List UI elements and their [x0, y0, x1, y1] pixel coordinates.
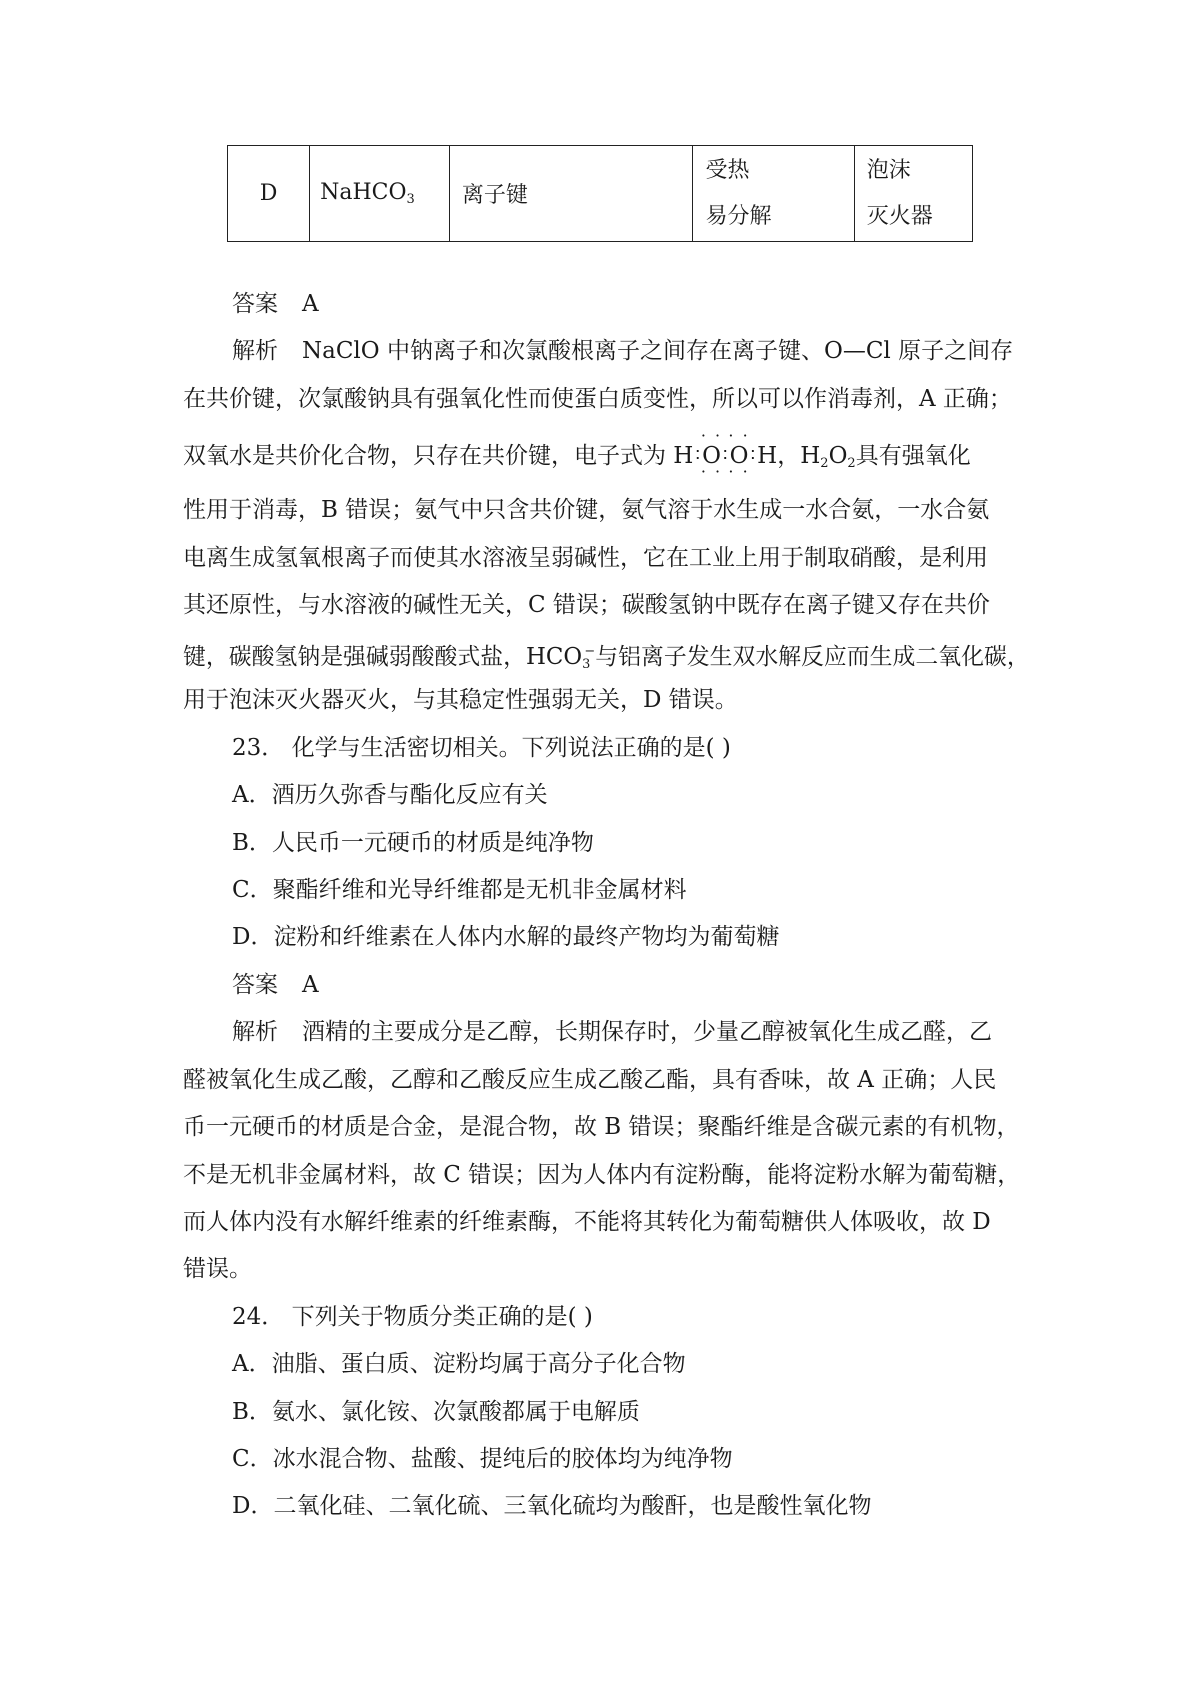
q23-analysis-line-1	[232, 1017, 992, 1047]
subscript: 2	[847, 456, 856, 471]
bond-cell	[449, 146, 693, 242]
answer-label: 答案	[232, 972, 278, 998]
q23-option-a: A．酒历久弥香与酯化反应有关	[232, 782, 548, 808]
q23-option-b: B．人民币一元硬币的材质是纯净物	[232, 830, 594, 856]
substance-subscript: 3	[406, 192, 415, 207]
q23-analysis-line-5: 而人体内没有水解纤维素的纤维素酶，不能将其转化为葡萄糖供人体吸收，故 D	[183, 1209, 991, 1235]
option-cell	[228, 146, 310, 242]
q24-option-b: B．氨水、氯化铵、次氯酸都属于电解质	[232, 1399, 640, 1425]
superscript: −	[584, 644, 596, 659]
bond-type: 离子键	[461, 183, 528, 208]
analysis-text: 与铝离子发生双水解反应而生成二氧化碳，	[595, 644, 1030, 670]
q22-analysis-line-2: 在共价键，次氯酸钠具有强氧化性而使蛋白质变性，所以可以作消毒剂，A 正确；	[183, 386, 1012, 412]
q24-option-c: C．冰水混合物、盐酸、提纯后的胶体均为纯净物	[232, 1446, 733, 1472]
analysis-text: 双氧水是共价化合物，只存在共价键，电子式为 H	[183, 443, 694, 469]
q22-analysis-line-3: 双氧水是共价化合物，只存在共价键，电子式为 H ∶· · O · · ∶· · O · · ∶H，$H_2O_2$具有强氧化	[183, 441, 1019, 479]
subscript: 3	[582, 657, 591, 672]
answer-value: A	[302, 972, 319, 998]
q23-option-d: D．淀粉和纤维素在人体内水解的最终产物均为葡萄糖	[232, 924, 780, 950]
analysis-label: 解析	[232, 338, 278, 364]
analysis-text: 键，碳酸氢钠是强碱弱酸酸式盐，HCO	[183, 644, 583, 670]
subscript: 2	[820, 456, 829, 471]
answer-value: A	[302, 291, 319, 317]
use-line-2: 灭火器	[866, 203, 933, 229]
property-line-2: 易分解	[705, 203, 772, 229]
answer-label: 答案	[232, 291, 278, 317]
options-table	[227, 145, 973, 242]
q23-analysis-line-2: 醛被氧化生成乙酸，乙醇和乙酸反应生成乙酸乙酯，具有香味，故 A 正确；人民	[183, 1067, 997, 1093]
q22-analysis-line-1	[232, 336, 1019, 366]
q22-analysis-line-6: 其还原性，与水溶液的碱性无关，C 错误；碳酸氢钠中既存在离子键又存在共价	[183, 592, 990, 618]
analysis-label: 解析	[232, 1019, 278, 1045]
q23-analysis-line-6: 错误。	[183, 1256, 252, 1282]
q23-stem: 23． 化学与生活密切相关。下列说法正确的是( )	[232, 735, 731, 761]
property-line-1: 受热	[705, 157, 750, 183]
option-label: D	[259, 181, 278, 206]
electron-dot-hydrogen: H	[757, 443, 778, 469]
q24-option-a: A．油脂、蛋白质、淀粉均属于高分子化合物	[232, 1351, 686, 1377]
substance-formula: NaHCO	[320, 180, 407, 205]
analysis-text: 酒精的主要成分是乙醇，长期保存时，少量乙醇被氧化生成乙醛，乙	[302, 1019, 992, 1045]
q23-analysis-line-3: 币一元硬币的材质是合金，是混合物，故 B 错误；聚酯纤维是含碳元素的有机物，	[183, 1114, 1020, 1140]
q23-analysis-line-4: 不是无机非金属材料，故 C 错误；因为人体内有淀粉酶，能将淀粉水解为葡萄糖，	[183, 1162, 1021, 1188]
electron-dot-oxygen-2: · · O · ·	[730, 441, 749, 471]
analysis-text: O	[828, 443, 848, 469]
analysis-text: NaClO 中钠离子和次氯酸根离子之间存在离子键、O—Cl 原子之间存	[302, 338, 1014, 364]
analysis-text: 具有强氧化	[855, 443, 971, 469]
q22-answer	[232, 289, 319, 319]
use-cell	[854, 146, 972, 242]
q24-option-d: D．二氧化硅、二氧化硫、三氧化硫均为酸酐，也是酸性氧化物	[232, 1493, 872, 1519]
q23-option-c: C．聚酯纤维和光导纤维都是无机非金属材料	[232, 877, 687, 903]
q22-analysis-line-5: 电离生成氢氧根离子而使其水溶液呈弱碱性，它在工业上用于制取硝酸，是利用	[183, 545, 988, 571]
electron-dot-oxygen-1: · · O · ·	[702, 441, 721, 471]
use-line-1: 泡沫	[866, 157, 911, 183]
table-row	[228, 146, 973, 242]
q22-analysis-line-8: 用于泡沫灭火器灭火，与其稳定性强弱无关，D 错误。	[183, 687, 738, 713]
analysis-text: ，H	[777, 443, 821, 469]
substance-cell	[310, 146, 450, 242]
property-cell	[693, 146, 854, 242]
q24-stem: 24． 下列关于物质分类正确的是( )	[232, 1304, 593, 1330]
q22-analysis-line-4: 性用于消毒，B 错误；氨气中只含共价键，氨气溶于水生成一水合氨，一水合氨	[183, 497, 990, 523]
q22-analysis-line-7	[183, 637, 1030, 680]
q23-answer	[232, 970, 319, 1000]
